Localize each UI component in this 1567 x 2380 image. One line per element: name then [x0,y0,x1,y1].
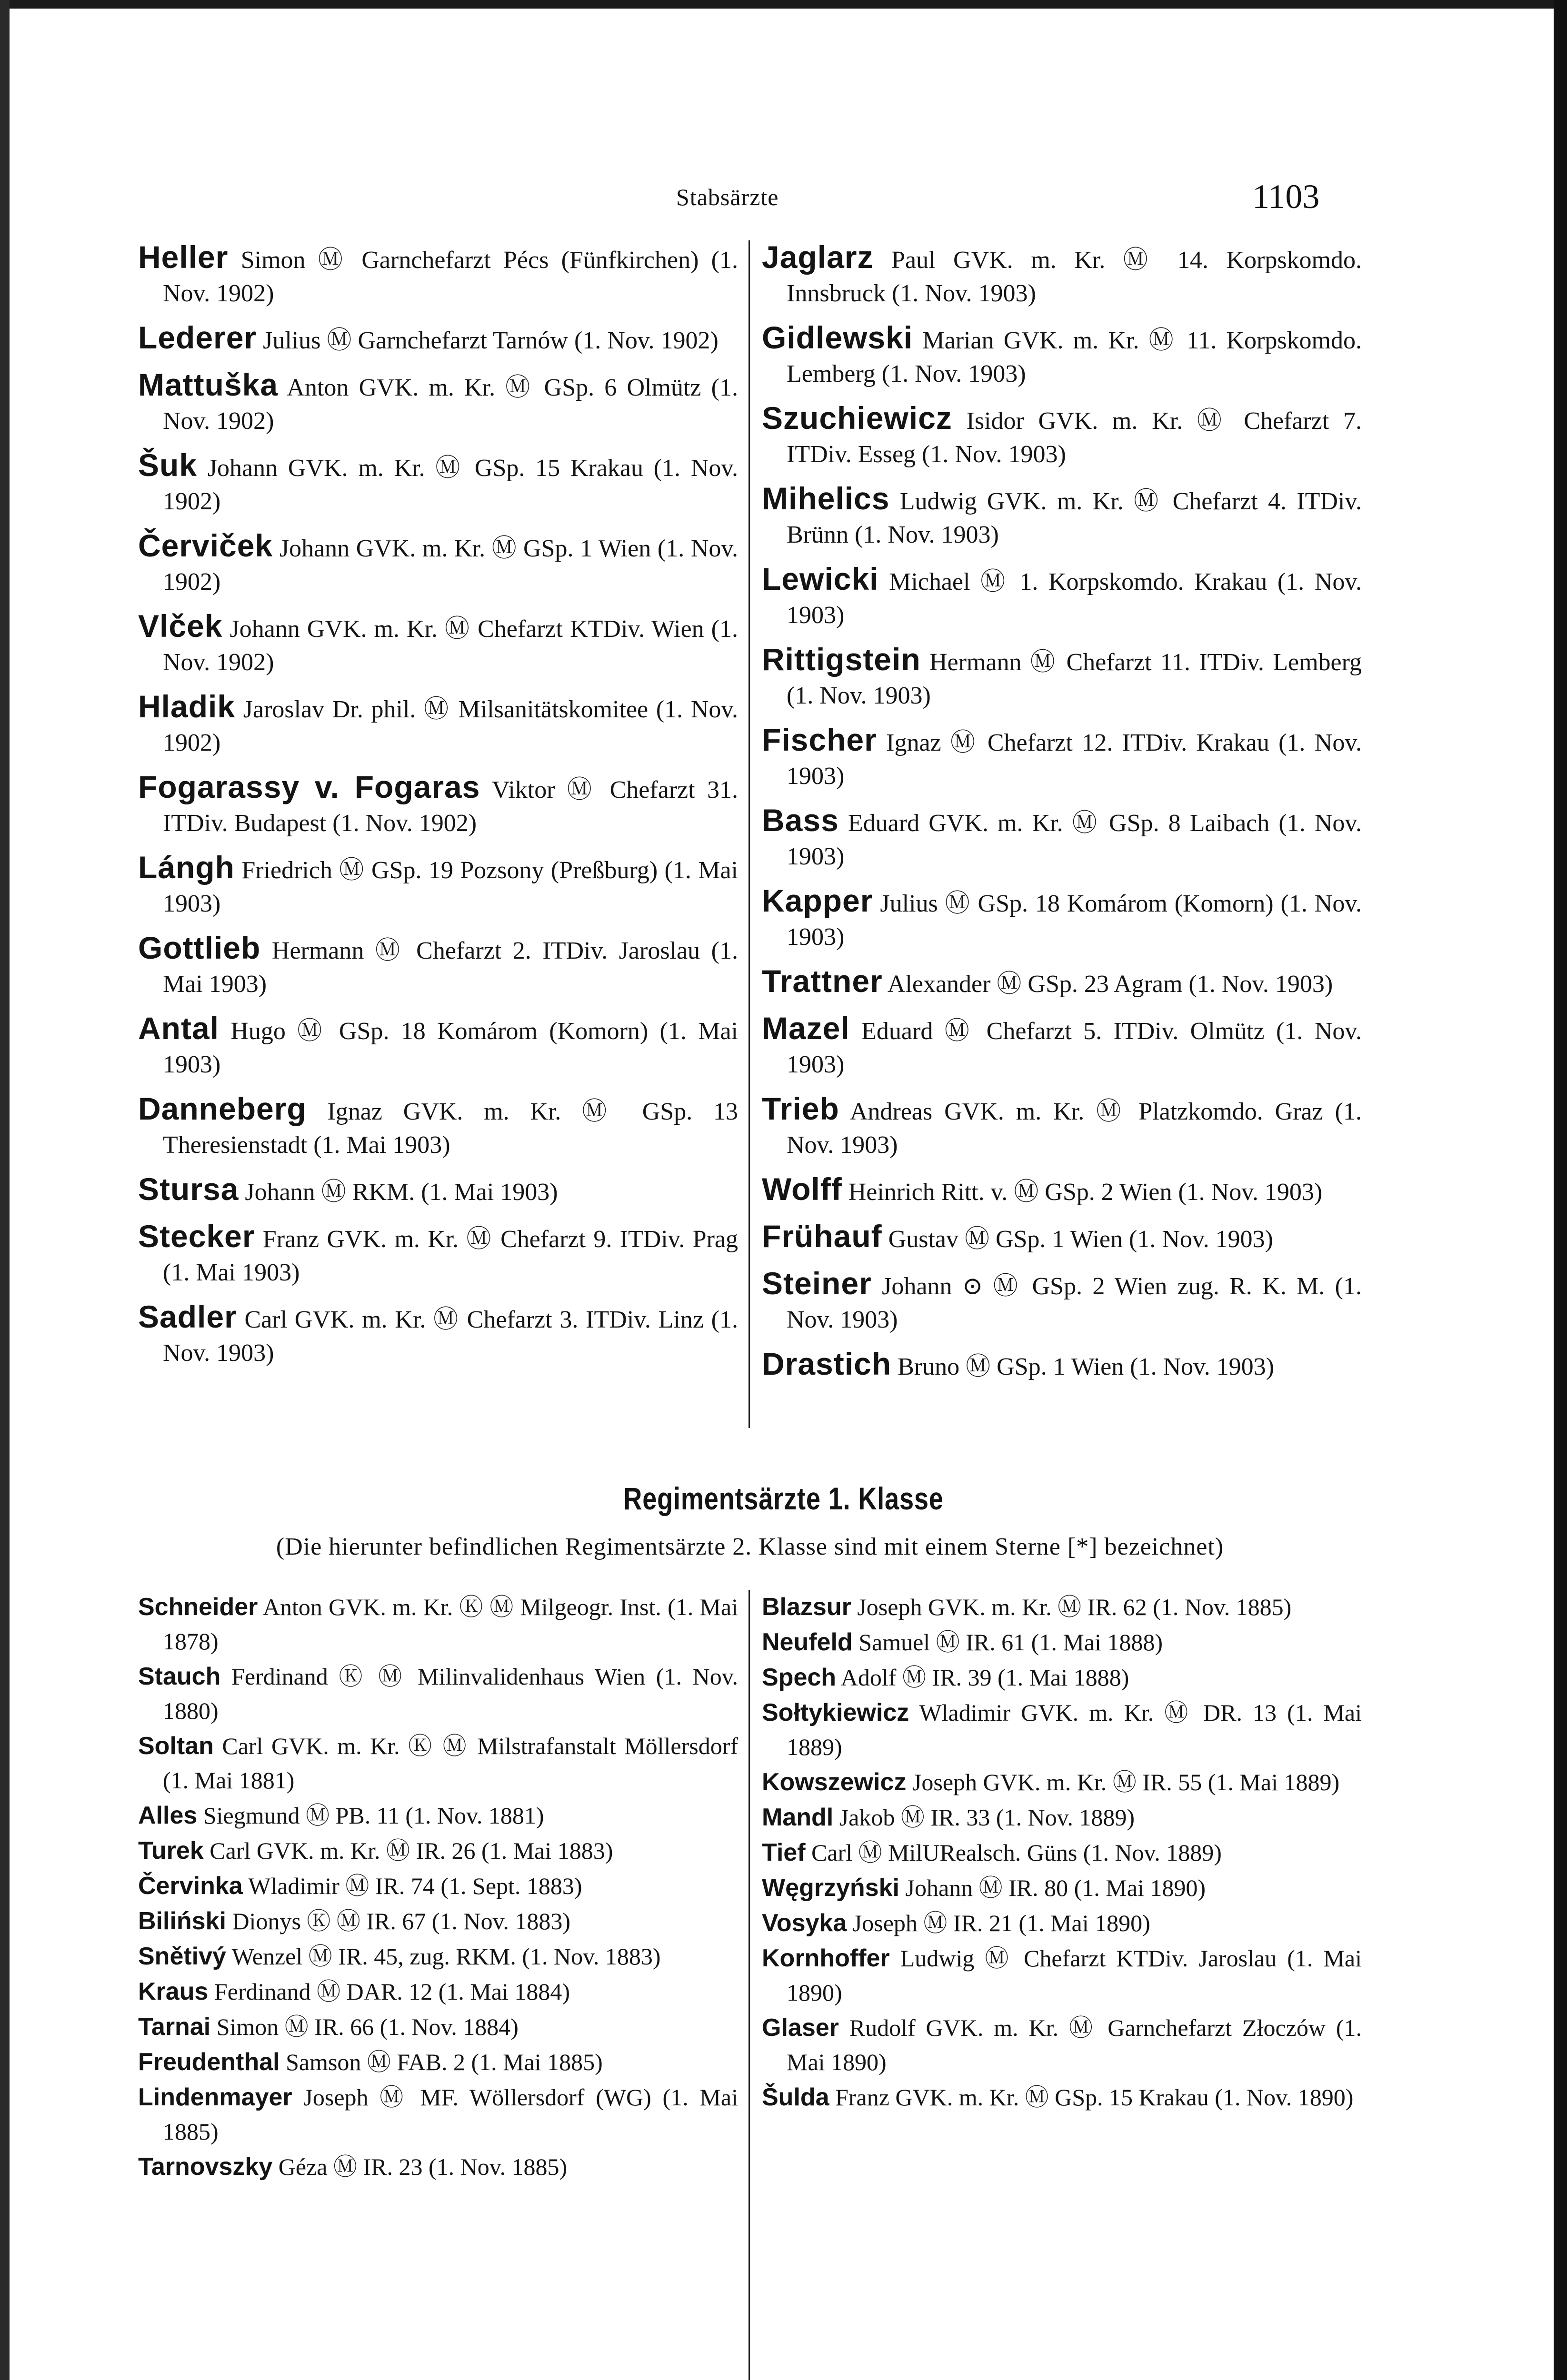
entry-details: Michael Ⓜ 1. Korpskomdo. Krakau (1. Nov. 1903) [787,568,1362,629]
column-divider-top [749,240,750,1428]
directory-entry [138,2080,738,2149]
entry-details: Dionys Ⓚ Ⓜ IR. 67 (1. Nov. 1883) [226,1908,571,1934]
entry-details: Jakob Ⓜ IR. 33 (1. Nov. 1889) [833,1804,1135,1831]
entry-surname: Fischer [762,722,877,757]
column-divider-bottom [749,1590,750,2380]
entry-details: Hermann Ⓜ Chefarzt 2. ITDiv. Jaroslau (1. Mai 1903) [163,937,738,998]
entry-surname: Fogarassy v. Fogaras [138,769,480,804]
entry-details: Franz GVK. m. Kr. Ⓜ Chefarzt 9. ITDiv. Prag (1. Mai 1903) [163,1226,738,1286]
entry-surname: Kapper [762,883,873,918]
stabsaerzte-column-right [762,240,1362,1394]
entry-details: Rudolf GVK. m. Kr. Ⓜ Garnchefarzt Złoczów (1. Mai 1890) [787,2014,1362,2075]
regimentsaerzte-column-right [762,1590,1362,2115]
entry-details: Joseph GVK. m. Kr. Ⓜ IR. 62 (1. Nov. 1885) [851,1594,1292,1620]
directory-entry [762,240,1362,310]
entry-surname: Alles [138,1802,198,1829]
entry-details: Ignaz GVK. m. Kr. Ⓜ GSp. 13 Theresienstadt (1. Mai 1903) [163,1098,738,1159]
entry-details: Carl GVK. m. Kr. Ⓚ Ⓜ Milstrafanstalt Möllersdorf (1. Mai 1881) [163,1733,738,1794]
section-note: (Die hierunter befindlichen Regimentsärzte 2. Klasse sind mit einem Sterne [*] bezeichnet) [276,1533,1224,1560]
directory-entry [762,1660,1362,1695]
directory-entry [762,562,1362,632]
directory-entry [762,1172,1362,1209]
entry-details: Jaroslav Dr. phil. Ⓜ Milsanitätskomitee (1. Nov. 1902) [163,696,738,756]
entry-surname: Freudenthal [138,2048,280,2076]
directory-entry [762,1092,1362,1162]
directory-entry [762,884,1362,954]
directory-entry [138,1659,738,1728]
directory-entry [762,1012,1362,1081]
directory-entry [762,2080,1362,2114]
entry-surname: Gidlewski [762,320,913,355]
entry-details: Ferdinand Ⓜ DAR. 12 (1. Mai 1884) [208,1978,570,2005]
entry-details: Wenzel Ⓜ IR. 45, zug. RKM. (1. Nov. 1883) [226,1943,661,1970]
directory-entry [762,1590,1362,1624]
entry-details: Alexander Ⓜ GSp. 23 Agram (1. Nov. 1903) [882,971,1333,998]
entry-details: Simon Ⓜ IR. 66 (1. Nov. 1884) [210,2013,519,2040]
directory-entry [762,1625,1362,1659]
directory-entry [762,723,1362,793]
entry-details: Paul GVK. m. Kr. Ⓜ 14. Korpskomdo. Innsbruck (1. Nov. 1903) [787,247,1362,307]
entry-details: Hugo Ⓜ GSp. 18 Komárom (Komorn) (1. Mai 1903) [163,1018,738,1078]
entry-surname: Jaglarz [762,239,874,275]
entry-details: Samson Ⓜ FAB. 2 (1. Mai 1885) [279,2049,603,2075]
entry-surname: Kornhoffer [762,1944,890,1972]
entry-surname: Rittigstein [762,642,921,677]
page-number: 1103 [1252,178,1320,216]
entry-surname: Mattuška [138,367,279,402]
directory-entry [138,529,738,599]
entry-details: Anton GVK. m. Kr. Ⓚ Ⓜ Milgeogr. Inst. (1. Mai 1878) [163,1594,738,1655]
entry-surname: Tarnovszky [138,2153,273,2181]
entry-details: Wladimir Ⓜ IR. 74 (1. Sept. 1883) [242,1873,582,1899]
directory-entry [138,1590,738,1658]
entry-surname: Lángh [138,850,235,885]
directory-entry [138,321,738,357]
directory-entry [138,448,738,518]
scan-edge-left [0,0,10,2380]
directory-entry [138,2010,738,2044]
directory-entry [762,1835,1362,1870]
entry-surname: Biliński [138,1907,226,1935]
entry-surname: Turek [138,1837,204,1864]
directory-entry [138,1012,738,1081]
entry-details: Isidor GVK. m. Kr. Ⓜ Chefarzt 7. ITDiv. Esseg (1. Nov. 1903) [787,407,1362,468]
entry-surname: Gottlieb [138,930,261,965]
directory-entry [138,1220,738,1289]
entry-surname: Szuchiewicz [762,400,952,436]
directory-entry [138,1172,738,1209]
directory-entry [762,803,1362,873]
entry-surname: Neufeld [762,1628,853,1656]
entry-surname: Snětivý [138,1943,226,1970]
entry-surname: Hladik [138,689,236,724]
entry-surname: Soltan [138,1732,214,1760]
entry-surname: Heller [138,239,229,275]
directory-entry [138,690,738,760]
entry-details: Johann ⊙ Ⓜ GSp. 2 Wien zug. R. K. M. (1. Nov. 1903) [787,1273,1362,1333]
entry-surname: Vlček [138,608,223,644]
entry-surname: Glaser [762,2014,839,2042]
entry-surname: Spech [762,1664,837,1691]
directory-entry [762,482,1362,552]
directory-entry [138,1869,738,1903]
directory-entry [138,1939,738,1973]
directory-entry [762,2011,1362,2079]
entry-details: Julius Ⓜ GSp. 18 Komárom (Komorn) (1. Nov. 1903) [787,890,1362,951]
entry-surname: Antal [138,1011,219,1046]
entry-surname: Steiner [762,1266,872,1301]
directory-entry [762,1941,1362,2010]
entry-surname: Tief [762,1839,806,1866]
stabsaerzte-column-left [138,240,738,1380]
entry-surname: Šuk [138,447,198,483]
entry-surname: Šulda [762,2083,829,2111]
directory-entry [138,2045,738,2079]
entry-details: Eduard Ⓜ Chefarzt 5. ITDiv. Olmütz (1. Nov. 1903) [787,1018,1362,1078]
directory-entry [138,1798,738,1833]
directory-entry [138,1729,738,1797]
entry-surname: Schneider [138,1593,258,1621]
entry-surname: Kowszewicz [762,1768,907,1796]
entry-surname: Kraus [138,1978,209,2005]
entry-surname: Blazsur [762,1593,851,1621]
entry-surname: Tarnai [138,2013,211,2041]
entry-details: Joseph GVK. m. Kr. Ⓜ IR. 55 (1. Mai 1889) [906,1769,1340,1795]
entry-surname: Drastich [762,1346,892,1381]
entry-details: Marian GVK. m. Kr. Ⓜ 11. Korpskomdo. Lemberg (1. Nov. 1903) [787,327,1362,387]
entry-details: Siegmund Ⓜ PB. 11 (1. Nov. 1881) [197,1802,544,1829]
entry-surname: Mazel [762,1011,850,1046]
directory-entry [138,1092,738,1162]
directory-entry [138,1300,738,1370]
directory-entry [762,1347,1362,1384]
entry-details: Carl GVK. m. Kr. Ⓜ Chefarzt 3. ITDiv. Linz (1. Nov. 1903) [163,1306,738,1367]
directory-entry [762,1765,1362,1799]
directory-entry [762,964,1362,1001]
directory-entry [762,1800,1362,1835]
directory-entry [138,1904,738,1938]
entry-details: Carl Ⓜ MilURealsch. Güns (1. Nov. 1889) [805,1839,1222,1866]
entry-details: Julius Ⓜ Garnchefarzt Tarnów (1. Nov. 1902) [257,327,719,354]
entry-surname: Trattner [762,963,883,999]
entry-surname: Sadler [138,1299,237,1334]
entry-details: Friedrich Ⓜ GSp. 19 Pozsony (Preßburg) (1. Mai 1903) [163,857,738,917]
scan-edge-right [1554,0,1567,2380]
entry-surname: Danneberg [138,1091,307,1126]
entry-surname: Červinka [138,1872,243,1900]
entry-details: Ferdinand Ⓚ Ⓜ Milinvalidenhaus Wien (1. Nov. 1880) [163,1663,738,1724]
entry-details: Anton GVK. m. Kr. Ⓜ GSp. 6 Olmütz (1. Nov. 1902) [163,374,738,435]
entry-details: Carl GVK. m. Kr. Ⓜ IR. 26 (1. Mai 1883) [203,1837,613,1864]
entry-surname: Mihelics [762,481,890,516]
section-title: Regimentsärzte 1. Klasse [623,1481,944,1516]
entry-details: Bruno Ⓜ GSp. 1 Wien (1. Nov. 1903) [891,1353,1274,1380]
directory-entry [138,1974,738,2009]
directory-entry [762,1696,1362,1764]
entry-surname: Trieb [762,1091,839,1126]
entry-details: Ludwig Ⓜ Chefarzt KTDiv. Jaroslau (1. Mai 1890) [787,1945,1362,2006]
entry-details: Joseph Ⓜ MF. Wöllersdorf (WG) (1. Mai 1885) [163,2084,738,2145]
entry-details: Johann Ⓜ IR. 80 (1. Mai 1890) [899,1874,1206,1901]
entry-details: Hermann Ⓜ Chefarzt 11. ITDiv. Lemberg (1. Nov. 1903) [787,649,1362,709]
entry-details: Wladimir GVK. m. Kr. Ⓜ DR. 13 (1. Mai 1889) [787,1699,1362,1760]
entry-details: Adolf Ⓜ IR. 39 (1. Mai 1888) [836,1664,1129,1691]
entry-details: Ludwig GVK. m. Kr. Ⓜ Chefarzt 4. ITDiv. Brünn (1. Nov. 1903) [787,488,1362,548]
directory-entry [762,1906,1362,1940]
directory-entry [138,2150,738,2184]
directory-entry [138,931,738,1001]
entry-details: Viktor Ⓜ Chefarzt 31. ITDiv. Budapest (1. Nov. 1902) [163,776,738,837]
directory-entry [138,240,738,310]
entry-surname: Vosyka [762,1909,847,1937]
entry-surname: Wolff [762,1171,842,1207]
entry-details: Ignaz Ⓜ Chefarzt 12. ITDiv. Krakau (1. Nov. 1903) [787,729,1362,790]
entry-surname: Lindenmayer [138,2083,292,2111]
entry-surname: Frühauf [762,1219,882,1254]
entry-surname: Stecker [138,1219,255,1254]
directory-entry [762,1267,1362,1337]
directory-entry [762,1871,1362,1905]
directory-entry [762,401,1362,471]
directory-entry [138,609,738,679]
running-head: Stabsärzte [676,184,779,210]
entry-surname: Červiček [138,528,273,563]
directory-entry [138,1834,738,1868]
entry-details: Samuel Ⓜ IR. 61 (1. Mai 1888) [852,1629,1163,1656]
entry-surname: Mandl [762,1804,834,1831]
entry-surname: Sołtykiewicz [762,1699,909,1726]
entry-details: Joseph Ⓜ IR. 21 (1. Mai 1890) [847,1910,1150,1936]
directory-entry [762,1220,1362,1256]
entry-details: Johann GVK. m. Kr. Ⓜ GSp. 15 Krakau (1. Nov. 1902) [163,455,738,515]
directory-entry [138,368,738,438]
directory-entry [762,643,1362,713]
entry-details: Heinrich Ritt. v. Ⓜ GSp. 2 Wien (1. Nov. 1903) [842,1179,1323,1206]
entry-details: Gustav Ⓜ GSp. 1 Wien (1. Nov. 1903) [882,1226,1273,1253]
entry-details: Simon Ⓜ Garnchefarzt Pécs (Fünfkirchen) (1. Nov. 1902) [163,247,738,307]
entry-surname: Lewicki [762,561,879,596]
directory-entry [138,851,738,921]
scan-edge-top [0,0,1567,9]
entry-details: Eduard GVK. m. Kr. Ⓜ GSp. 8 Laibach (1. Nov. 1903) [787,810,1362,870]
entry-surname: Węgrzyński [762,1874,899,1902]
entry-surname: Stursa [138,1171,239,1207]
directory-entry [138,770,738,840]
entry-details: Johann GVK. m. Kr. Ⓜ GSp. 1 Wien (1. Nov. 1902) [163,535,738,595]
entry-details: Johann GVK. m. Kr. Ⓜ Chefarzt KTDiv. Wien (1. Nov. 1902) [163,615,738,676]
entry-surname: Bass [762,803,839,838]
entry-surname: Stauch [138,1663,221,1690]
entry-details: Johann Ⓜ RKM. (1. Mai 1903) [239,1179,558,1206]
entry-surname: Lederer [138,320,257,355]
regimentsaerzte-column-left [138,1590,738,2185]
directory-entry [762,321,1362,391]
entry-details: Franz GVK. m. Kr. Ⓜ GSp. 15 Krakau (1. Nov. 1890) [829,2084,1354,2111]
entry-details: Géza Ⓜ IR. 23 (1. Nov. 1885) [272,2153,568,2180]
entry-details: Andreas GVK. m. Kr. Ⓜ Platzkomdo. Graz (1. Nov. 1903) [787,1098,1362,1159]
